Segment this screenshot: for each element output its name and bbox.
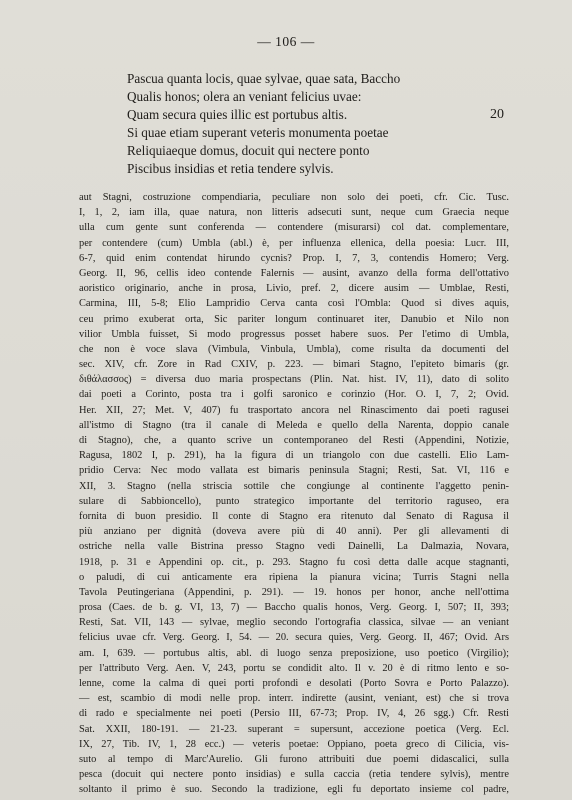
commentary-line: sec. XIV, cfr. Zore in Rad CXIV, p. 223. — bimari Stagno, l'epiteto bimaris (gr. — [79, 359, 509, 371]
commentary-line: vilior Umbla fuisset, Si modo progressus posset habere suos. Per l'etimo di Umbla, — [79, 328, 509, 340]
commentary-line: per l'attributo Verg. Aen. V, 243, portu se condidit alto. Il v. 20 è di ritmo lento e so- — [79, 662, 509, 674]
commentary-line: Georg. II, 96, cellis ideo contende Falernis — ausint, avanzo della forma dell'ottativo — [79, 267, 509, 279]
verse-text: Qualis honos; olera an veniant felicius uvae: — [127, 89, 362, 104]
commentary-line: ulla cum gente sunt conferenda — contendere (misurarsi) col dat. complementare, — [79, 222, 509, 234]
verse-line — [127, 124, 517, 142]
commentary-line: per contendere (cum) Umbla (abl.) è, per influenza ellenica, della poesia: Lucr. III, — [79, 237, 509, 249]
commentary-line: aut Stagni, costruzione compendiaria, peculiare non solo dei poeti, cfr. Cic. Tusc. — [79, 192, 509, 203]
verse-text: Quam secura quies illic est portubus altis. — [127, 107, 348, 122]
verse-text: Si quae etiam superant veteris monumenta poetae — [127, 125, 389, 140]
commentary-line: Her. XII, 27; Met. V, 407) fu trasportato ancora nel Rinascimento dai poeti ragusei — [79, 404, 509, 416]
verse-line — [127, 88, 517, 106]
commentary-line: di rado e specialmente nei poeti (Persio III, 67-73; Prop. IV, 4, 26 sgg.) Cfr. Resti — [79, 708, 509, 720]
commentary-line: XII, 3. Stagno (nella striscia sottile che congiunge al continente l'aggetto penin- — [79, 480, 509, 492]
commentary-line: 6-7, quid enim contendat hirundo cycnis? Prop. I, 7, 3, contendis Homero; Verg. — [79, 252, 509, 264]
verse-number: 20 — [490, 107, 504, 122]
commentary-line: pridio Cerva: Nec modo vallata est bimaris peninsula Stagni; Resti, Sat. VI, 116 e — [79, 465, 509, 477]
commentary-line: Ragusa, 1802 I, p. 291), ha la figura di un triangolo con due castelli. Elio Lam- — [79, 450, 509, 462]
page-number: — 106 — — [257, 34, 315, 49]
commentary-line: o paludi, di cui anticamente era ripiena la pianura vicina; Turris Stagni nella — [79, 571, 509, 583]
commentary-line: — est, scambio di modi nelle prop. interr. indirette (ausint, veniant, est) che si trova — [79, 693, 509, 705]
poem-verses — [127, 70, 517, 178]
commentary-line: aoristico originario, anche in prosa, Livio, pref. 2, dicere ausim — Umblae, Resti, — [79, 283, 509, 295]
verse-line — [127, 142, 517, 160]
commentary-line: più anziano per dignità (doveva avere più di 40 anni). Per gli allevamenti di — [79, 526, 509, 538]
verse-line — [127, 70, 517, 88]
commentary-line: lenne, come la calma di quei porti profondi e desolati (Porto Sovra e Porto Palazzo). — [79, 678, 509, 689]
commentary-line: suto al tempo di Marc'Aurelio. Gli furono attribuiti due poemi didascalici, sulla — [79, 753, 509, 765]
commentary-line: soltanto il primo è suo. Secondo la tradizione, egli fu deportato insieme col padre, — [79, 784, 509, 796]
commentary-line: ceu primo exuberat orta, Sic pariter longum continuaret iter, Danubio et Nilo non — [79, 313, 509, 325]
commentary-line: sulare di Sabbioncello), punto strategico importante del territorio raguseo, era — [79, 495, 509, 507]
verse-text: Reliquiaeque domus, docuit qui nectere ponto — [127, 143, 370, 158]
verse-line — [127, 160, 517, 178]
commentary-line: I, 1, 2, iam illa, quae natura, non litteris adsecuti sunt, neque cum Graecia neque — [79, 207, 509, 219]
commentary-line: Carmina, III, 5-8; Elio Lampridio Cerva canta così l'Ombla: Quod si dives aquis, — [79, 298, 509, 310]
verse-text: Piscibus insidias et retia tendere sylvis. — [127, 161, 334, 176]
commentary-line: IX, 27, Tib. IV, 1, 28 ecc.) — veteris poetae: Oppiano, poeta greco di Cilicia, vis- — [79, 738, 509, 750]
verse-text: Pascua quanta locis, quae sylvae, quae sata, Bacchо — [127, 71, 401, 86]
commentary-line: all'istmo di Stagno (tra il canale di Meleda e quello della Narenta, doppio canale — [79, 419, 509, 431]
commentary-line: pesca (docuit qui nectere ponto insidias) e sulla caccia (retia tendere sylvis), mentre — [79, 769, 509, 781]
commentary-line: di Stagno), che, a quanto scrive un contemporaneo del Resti (Appendini, Notizie, — [79, 435, 509, 446]
commentary-notes — [79, 190, 509, 798]
commentary-line: 1918, p. 31 e Appendini op. cit., p. 293. Stagno fu così detta dalle acque stagnanti, — [79, 556, 509, 568]
commentary-line: am. I, 639. — portubus altis, abl. di luogo senza preposizione, uso poetico (Virgilio); — [79, 647, 509, 659]
commentary-line: ostriche nella valle Bistrina presso Stagno vedi Dainelli, La Dalmazia, Novara, — [79, 541, 509, 553]
commentary-line: che non è voce slava (Vimbula, Vinbula, Umbla), come risulta da documenti del — [79, 343, 509, 355]
commentary-line: prosa (Caes. de b. g. VI, 13, 7) — Baccho qualis honos, Verg. Georg. I, 507; II, 393; — [79, 602, 509, 614]
commentary-line: διθάλασσος) = diversa duo maria prospectans (Plin. Nat. hist. IV, 11), dato di solito — [79, 374, 509, 386]
commentary-line: felicius uvae cfr. Verg. Georg. I, 54. — 20. secura quies, Verg. Georg. II, 467; Ovid. Ars — [79, 632, 509, 644]
commentary-line: Tavola Peutingeriana (Appendini, p. 291). — 19. honos per honor, anche nell'ottima — [79, 586, 509, 598]
commentary-line: Resti, Sat. VII, 143 — sylvae, meglio secondo l'ortografia classica, silvae — an veniant — [79, 617, 509, 629]
commentary-line: dai poeti a Corinto, posta tra i golfi saronico e corinzio (Hor. O. I, 7, 2; Ovid. — [79, 389, 509, 401]
commentary-line: Sat. XXII, 180-191. — 21-23. superant = supersunt, accezione poetica (Verg. Ecl. — [79, 723, 509, 735]
commentary-line: fornita di buon presidio. Il conte di Stagno era ritenuto dal Senato di Ragusa il — [79, 510, 509, 522]
verse-line — [127, 106, 517, 124]
